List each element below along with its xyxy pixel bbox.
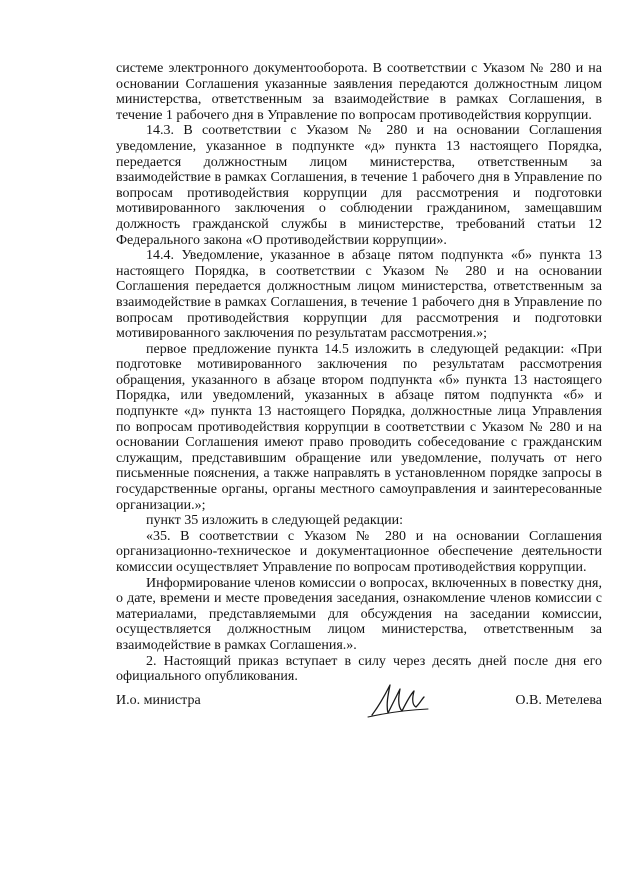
paragraph-35-text: «35. В соответствии с Указом № 280 и на основании Соглашения организационно-техническое и документационное обеспечение деятельности комиссии осуществляет Управление по вопросам противодействия коррупции.: [116, 528, 602, 575]
paragraph-commission-info: Информирование членов комиссии о вопросах, включенных в повестку дня, о дате, времени и месте проведения заседания, ознакомление членов комиссии с материалами, представляемыми для обсуждения на заседании комиссии, осуществляется должностным лицом министерства, ответственным за взаимодействие в рамках Соглашения.».: [116, 575, 602, 653]
paragraph-continuation: системе электронного документооборота. В соответствии с Указом № 280 и на основании Соглашения указанные заявления передаются должностным лицом министерства, ответственным за взаимодействие в рамках Соглашения, в течение 1 рабочего дня в Управление по вопросам противодействия коррупции.: [116, 61, 602, 123]
paragraph-14-3: 14.3. В соответствии с Указом № 280 и на основании Соглашения уведомление, указанное в подпункте «д» пункта 13 настоящего Порядка, передается должностным лицом министерства, ответственным за взаимодействие в рамках Соглашения, в течение 1 рабочего дня в Управление по вопросам противодействия коррупции для рассмотрения и подготовки мотивированного заключения о соблюдении гражданином, замещавшим должность гражданской службы в министерстве, требований статьи 12 Федерального закона «О противодействии коррупции».: [116, 123, 602, 248]
document-body: [116, 61, 602, 685]
paragraph-35-intro: пункт 35 изложить в следующей редакции:: [146, 513, 403, 529]
signer-position: И.о. министра: [116, 693, 201, 708]
signer-name: О.В. Метелева: [515, 693, 602, 708]
paragraph-14-5-amendment: первое предложение пункта 14.5 изложить в следующей редакции: «При подготовке мотивированного заключения по результатам рассмотрения обращения, указанного в абзаце втором подпункта «б» пункта 13 настоящего Порядка, или уведомлений, указанных в абзаце пятом подпункта «б» и подпункте «д» пункта 13 настоящего Порядка, должностные лица Управления по вопросам противодействия коррупции в соответствии с Указом № 280 и на основании Соглашения имеют право проводить собеседование с гражданским служащим, представившим обращение или уведомление, получать от него письменные пояснения, а также направлять в установленном порядке запросы в государственные органы, органы местного самоуправления и заинтересованные организации.»;: [116, 341, 602, 513]
paragraph-14-4: 14.4. Уведомление, указанное в абзаце пятом подпункта «б» пункта 13 настоящего Порядка, в соответствии с Указом № 280 и на основании Соглашения передается должностным лицом министерства, ответственным за взаимодействие в рамках Соглашения, в течение 1 рабочего дня в Управление по вопросам противодействия коррупции для рассмотрения и подготовки мотивированного заключения по результатам рассмотрения.»;: [116, 248, 602, 342]
signature-block: [116, 689, 602, 725]
handwritten-signature: [366, 677, 430, 721]
paragraph-effective-date: 2. Настоящий приказ вступает в силу через десять дней после дня его официального опубликования.: [116, 653, 602, 685]
